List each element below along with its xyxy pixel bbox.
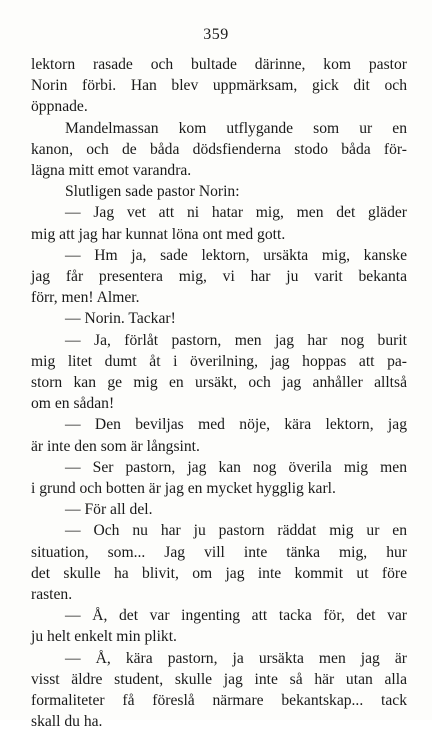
text-line: skall du ha. [31, 713, 103, 731]
text-line: — Ja, förlåt pastorn, men jag har nog burit [65, 331, 407, 349]
text-line: rasten. [31, 586, 73, 604]
text-line: Norin förbi. Han blev uppmärksam, gick dit och [31, 77, 407, 95]
text-line: i grund och botten är jag en mycket hygglig karl. [31, 480, 336, 498]
text-line: jag får presentera mig, vi har ju varit bekanta [31, 268, 407, 286]
text-line: visst äldre student, skulle jag inte så här utan alla [31, 670, 407, 688]
text-line: — Hm ja, sade lektorn, ursäkta mig, kanske [65, 246, 407, 264]
text-line: — Norin. Tackar! [65, 310, 176, 328]
text-line: kanon, och de båda dödsfienderna stodo båda för- [31, 140, 407, 158]
text-line: öppnade. [31, 98, 88, 116]
text-line: — För all del. [65, 501, 153, 519]
text-line: lektorn rasade och bultade därinne, kom pastor [31, 56, 407, 73]
text-line: — Den beviljas med nöje, kära lektorn, jag [65, 416, 407, 434]
text-line: förr, men! Almer. [31, 289, 140, 307]
text-line: — Å, det var ingenting att tacka för, det var [65, 607, 407, 625]
body-text [31, 54, 407, 733]
text-line: — Och nu har ju pastorn räddat mig ur en [65, 522, 407, 540]
text-line: — Jag vet att ni hatar mig, men det gläder [65, 204, 407, 222]
text-line: — Ser pastorn, jag kan nog överila mig men [65, 458, 407, 476]
text-line: mig att jag har kunnat löna ont med gott. [31, 225, 286, 243]
text-line: mig litet dumt åt i överilning, jag hoppas att pa- [31, 352, 407, 370]
text-line: Slutligen sade pastor Norin: [65, 183, 240, 201]
text-line: om en sådan! [31, 395, 115, 413]
text-line: storn kan ge mig en ursäkt, och jag anhåller alltså [31, 374, 407, 392]
text-line: är inte den som är långsint. [31, 437, 200, 455]
text-line: ju helt enkelt min plikt. [31, 628, 177, 646]
page-number: 359 [203, 26, 229, 43]
text-line: situation, som... Jag vill inte tänka mig, hur [31, 543, 407, 561]
text-line: formaliteter få föreslå närmare bekantskap... tack [31, 692, 407, 710]
text-line: det skulle ha blivit, om jag inte kommit ut före [31, 564, 407, 582]
text-line: lägna mitt emot varandra. [31, 162, 192, 180]
text-line: — Å, kära pastorn, ja ursäkta men jag är [65, 649, 407, 667]
text-line: Mandelmassan kom utflygande som ur en [65, 119, 407, 137]
